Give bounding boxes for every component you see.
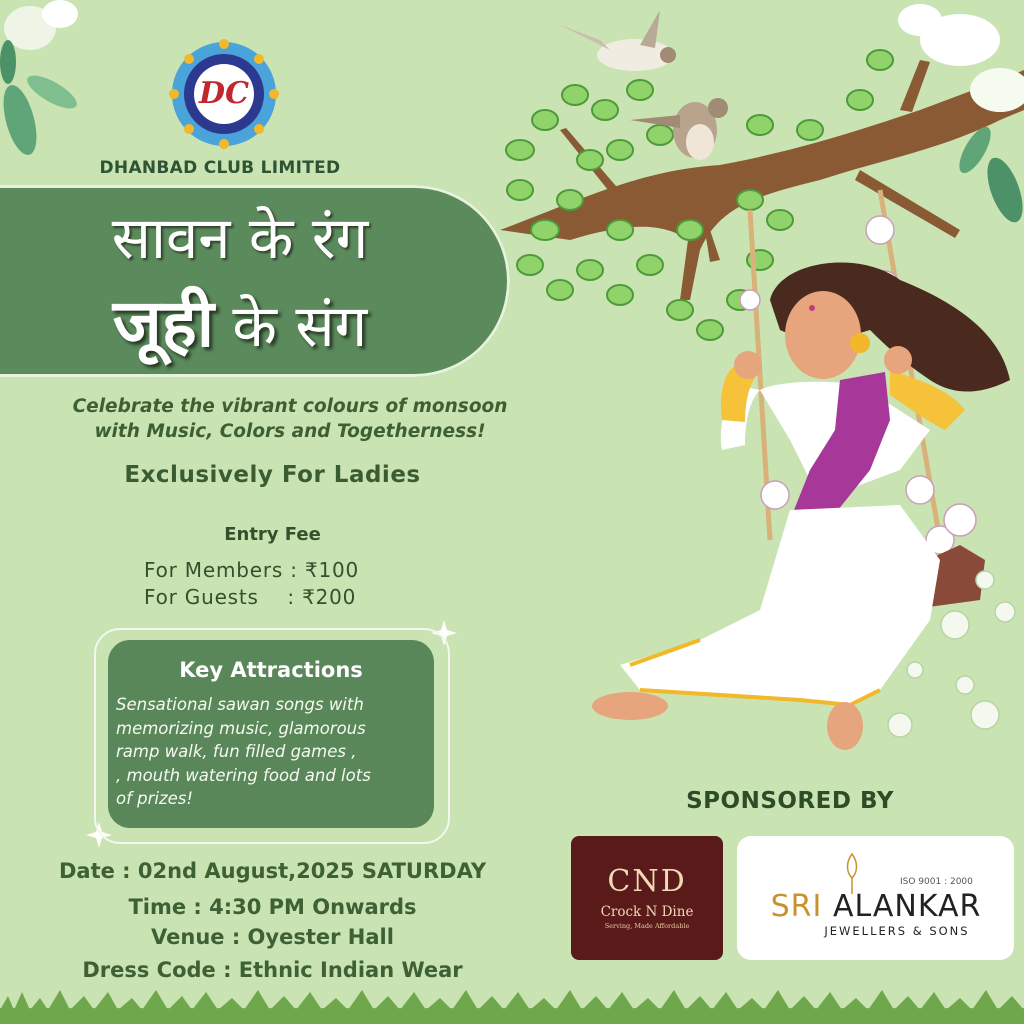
grass-strip: [0, 990, 1024, 1024]
attraction-line: ramp walk, fun filled games ,: [116, 742, 357, 761]
club-name: DHANBAD CLUB LIMITED: [99, 158, 341, 178]
alankar-subtitle: JEWELLERS & SONS: [824, 924, 970, 938]
key-attractions-body: [116, 693, 434, 811]
alankar-name-part-1: SRI: [770, 889, 823, 924]
crock-tagline: Serving, Made Affordable: [604, 922, 690, 930]
bird-perched: [630, 98, 728, 160]
title-line-2: [40, 276, 440, 366]
tagline-line-1: Celebrate the vibrant colours of monsoon: [72, 396, 508, 417]
attraction-line: memorizing music, glamorous: [116, 718, 366, 738]
iso-certification: ISO 9001 : 2000: [900, 877, 973, 887]
event-date: Date : 02nd August,2025 SATURDAY: [58, 859, 487, 883]
event-venue: Venue : Oyester Hall: [151, 925, 394, 949]
fee-guests: For Guests : ₹200: [144, 585, 357, 609]
entry-fee-title: Entry Fee: [224, 524, 321, 545]
audience-heading: Exclusively For Ladies: [124, 462, 421, 488]
event-time: Time : 4:30 PM Onwards: [128, 895, 417, 919]
attraction-line: , mouth watering food and lots: [116, 765, 371, 785]
title-line-2-rest: के संग: [232, 292, 368, 360]
fee-members: For Members : ₹100: [144, 558, 360, 582]
title-highlight-word: जूही: [112, 285, 214, 362]
crock-monogram: CND: [607, 864, 687, 899]
attraction-line: Sensational sawan songs with: [116, 695, 364, 714]
tagline: [0, 394, 580, 444]
club-logo-monogram: DC: [199, 76, 249, 111]
bird-flying: [560, 10, 676, 71]
corner-leaves-top-left: [0, 0, 81, 158]
event-dress-code: Dress Code : Ethnic Indian Wear: [82, 958, 463, 982]
title-line-1: सावन के रंग: [111, 204, 369, 272]
tagline-line-2: with Music, Colors and Togetherness!: [94, 421, 486, 442]
sponsored-by-heading: SPONSORED BY: [686, 788, 894, 814]
crock-name: Crock N Dine: [600, 904, 694, 920]
girl-on-swing: [592, 263, 1010, 750]
alankar-name: [738, 889, 1014, 924]
alankar-name-part-2: ALANKAR: [832, 889, 982, 924]
attraction-line: of prizes!: [116, 789, 194, 808]
key-attractions-title: Key Attractions: [179, 658, 363, 682]
